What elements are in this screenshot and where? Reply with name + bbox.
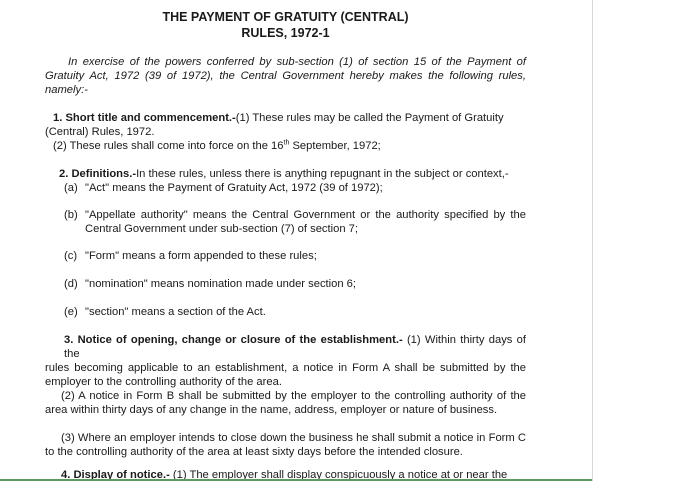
rule-2-heading-line	[45, 167, 526, 181]
definition-text: Central Government under sub-section (7) of section 7;	[85, 223, 358, 235]
rule-4-partial	[45, 470, 526, 479]
document-title	[45, 9, 526, 41]
preamble-line: In exercise of the powers conferred by sub-section (1) of section 15 of the Payment of	[68, 56, 526, 68]
definition-text: "nomination" means nomination made under section 6;	[85, 278, 357, 290]
preamble-line: namely:-	[45, 84, 88, 96]
rule-3-heading: 3. Notice of opening, change or closure of the establishment.-	[64, 334, 403, 346]
definition-text: "section" means a section of the Act.	[85, 306, 266, 318]
rule-1-heading: 1. Short title and commencement.-	[53, 112, 236, 124]
definition-b	[45, 208, 526, 236]
rule-3-line: employer to the controlling authority of the area.	[45, 376, 282, 388]
definition-label: (e)	[64, 306, 78, 318]
definition-d	[45, 277, 526, 291]
rule-1-sub-2	[45, 139, 526, 153]
rule-1-sub-2-date: September, 1972;	[289, 140, 381, 152]
rule-3-line: (2) A notice in Form B shall be submitted by the employer to the controlling authority of the	[61, 390, 526, 402]
rule-4-heading: 4. Display of notice.-	[61, 470, 170, 479]
rule-3-line: (3) Where an employer intends to close down the business he shall submit a notice in Form C	[61, 432, 526, 444]
rule-3-line: rules becoming applicable to an establishment, a notice in Form A shall be submitted by the	[45, 362, 526, 374]
title-line-2: RULES, 1972-1	[241, 26, 330, 40]
rule-3-line: area within thirty days of any change in the name, address, employer or nature of business.	[45, 404, 498, 416]
preamble-line: Gratuity Act, 1972 (39 of 1972), the Central Government hereby makes the following rules,	[45, 70, 526, 82]
definition-label: (c)	[64, 250, 78, 262]
rule-1-line-1	[45, 111, 526, 125]
rule-3-text: (1) Within thirty days of the	[64, 334, 526, 360]
rule-4-text: (1) The employer shall display conspicuously a notice at or near the	[169, 470, 508, 479]
preamble	[45, 55, 526, 97]
rule-1-text: (1) These rules may be called the Payment of Gratuity	[235, 112, 504, 124]
rule-3-sub-2	[45, 389, 526, 417]
rule-1-sub-2-text: (2) These rules shall come into force on the 16	[53, 140, 284, 152]
page-right-edge	[592, 0, 593, 481]
definition-a	[45, 181, 526, 195]
rule-3-line-1	[45, 333, 526, 361]
rule-2	[45, 167, 526, 181]
rule-1-line-2: (Central) Rules, 1972.	[45, 126, 155, 138]
rule-3	[45, 333, 526, 389]
rule-1	[45, 111, 526, 153]
definition-e	[45, 305, 526, 319]
page-bottom-edge	[0, 479, 592, 481]
title-line-1: THE PAYMENT OF GRATUITY (CENTRAL)	[162, 10, 409, 24]
rule-2-heading-text: In these rules, unless there is anything repugnant in the subject or context,-	[136, 168, 509, 180]
definition-c	[45, 249, 526, 263]
rule-1-sub-2-sup: th	[283, 139, 290, 147]
definition-text: "Act" means the Payment of Gratuity Act, 1972 (39 of 1972);	[85, 182, 383, 194]
definition-text: "Form" means a form appended to these rules;	[85, 250, 317, 262]
definition-label: (a)	[64, 182, 78, 194]
rule-3-sub-3	[45, 431, 526, 459]
definition-label: (d)	[64, 278, 78, 290]
definition-label: (b)	[64, 209, 78, 221]
rule-3-line: to the controlling authority of the area at least sixty days before the intended closure.	[45, 446, 463, 458]
rule-2-heading: 2. Definitions.-	[59, 168, 137, 180]
definition-text: "Appellate authority" means the Central Government or the authority specified by the	[85, 209, 526, 221]
